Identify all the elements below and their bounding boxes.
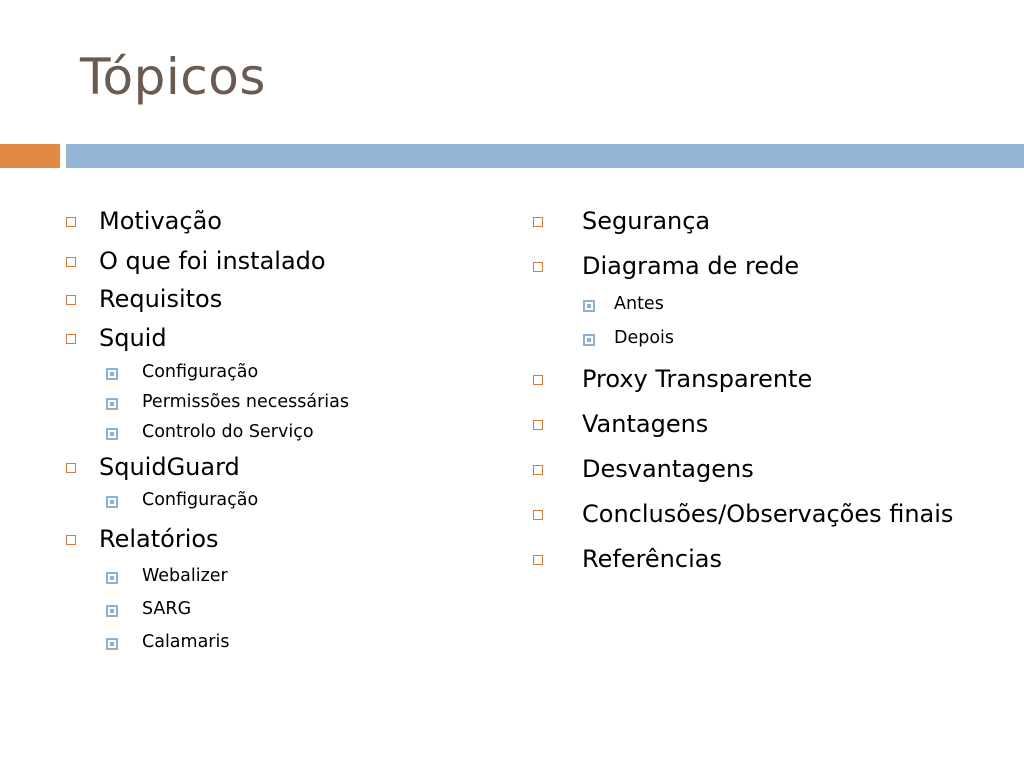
subtopic-item: SARG — [142, 599, 192, 620]
filled-square-bullet-icon — [106, 368, 118, 380]
subtopic-item: Depois — [614, 328, 675, 349]
filled-square-bullet-icon — [106, 638, 118, 650]
square-bullet-icon — [66, 334, 76, 344]
topic-item: Proxy Transparente — [582, 365, 813, 394]
filled-square-bullet-icon — [106, 496, 118, 508]
topic-item: Referências — [582, 545, 722, 574]
topic-item: Desvantagens — [582, 455, 754, 484]
topic-item: Vantagens — [582, 410, 709, 439]
square-bullet-icon — [533, 217, 543, 227]
filled-square-bullet-icon — [106, 572, 118, 584]
subtopic-item: Configuração — [142, 490, 259, 511]
topic-item: Requisitos — [99, 285, 223, 314]
filled-square-bullet-icon — [106, 605, 118, 617]
square-bullet-icon — [533, 262, 543, 272]
topic-item: Conclusões/Observações finais — [582, 500, 954, 529]
subtopic-item: Permissões necessárias — [142, 392, 349, 413]
square-bullet-icon — [533, 375, 543, 385]
square-bullet-icon — [533, 420, 543, 430]
square-bullet-icon — [66, 295, 76, 305]
topic-item: Motivação — [99, 207, 222, 236]
subtopic-item: Webalizer — [142, 566, 228, 587]
square-bullet-icon — [66, 257, 76, 267]
subtopic-item: Calamaris — [142, 632, 230, 653]
square-bullet-icon — [533, 510, 543, 520]
topic-item: Relatórios — [99, 525, 219, 554]
filled-square-bullet-icon — [583, 300, 595, 312]
square-bullet-icon — [533, 465, 543, 475]
topic-item: Squid — [99, 324, 167, 353]
square-bullet-icon — [533, 555, 543, 565]
filled-square-bullet-icon — [106, 428, 118, 440]
topic-item: Segurança — [582, 207, 711, 236]
subtopic-item: Configuração — [142, 362, 259, 383]
filled-square-bullet-icon — [583, 334, 595, 346]
accent-bar-blue — [66, 144, 1024, 168]
accent-bar-orange — [0, 144, 60, 168]
filled-square-bullet-icon — [106, 398, 118, 410]
square-bullet-icon — [66, 535, 76, 545]
slide-title: Tópicos — [80, 48, 266, 106]
topic-item: Diagrama de rede — [582, 252, 800, 281]
topic-item: O que foi instalado — [99, 247, 326, 276]
subtopic-item: Antes — [614, 294, 664, 315]
square-bullet-icon — [66, 217, 76, 227]
topic-item: SquidGuard — [99, 453, 240, 482]
subtopic-item: Controlo do Serviço — [142, 422, 314, 443]
square-bullet-icon — [66, 463, 76, 473]
